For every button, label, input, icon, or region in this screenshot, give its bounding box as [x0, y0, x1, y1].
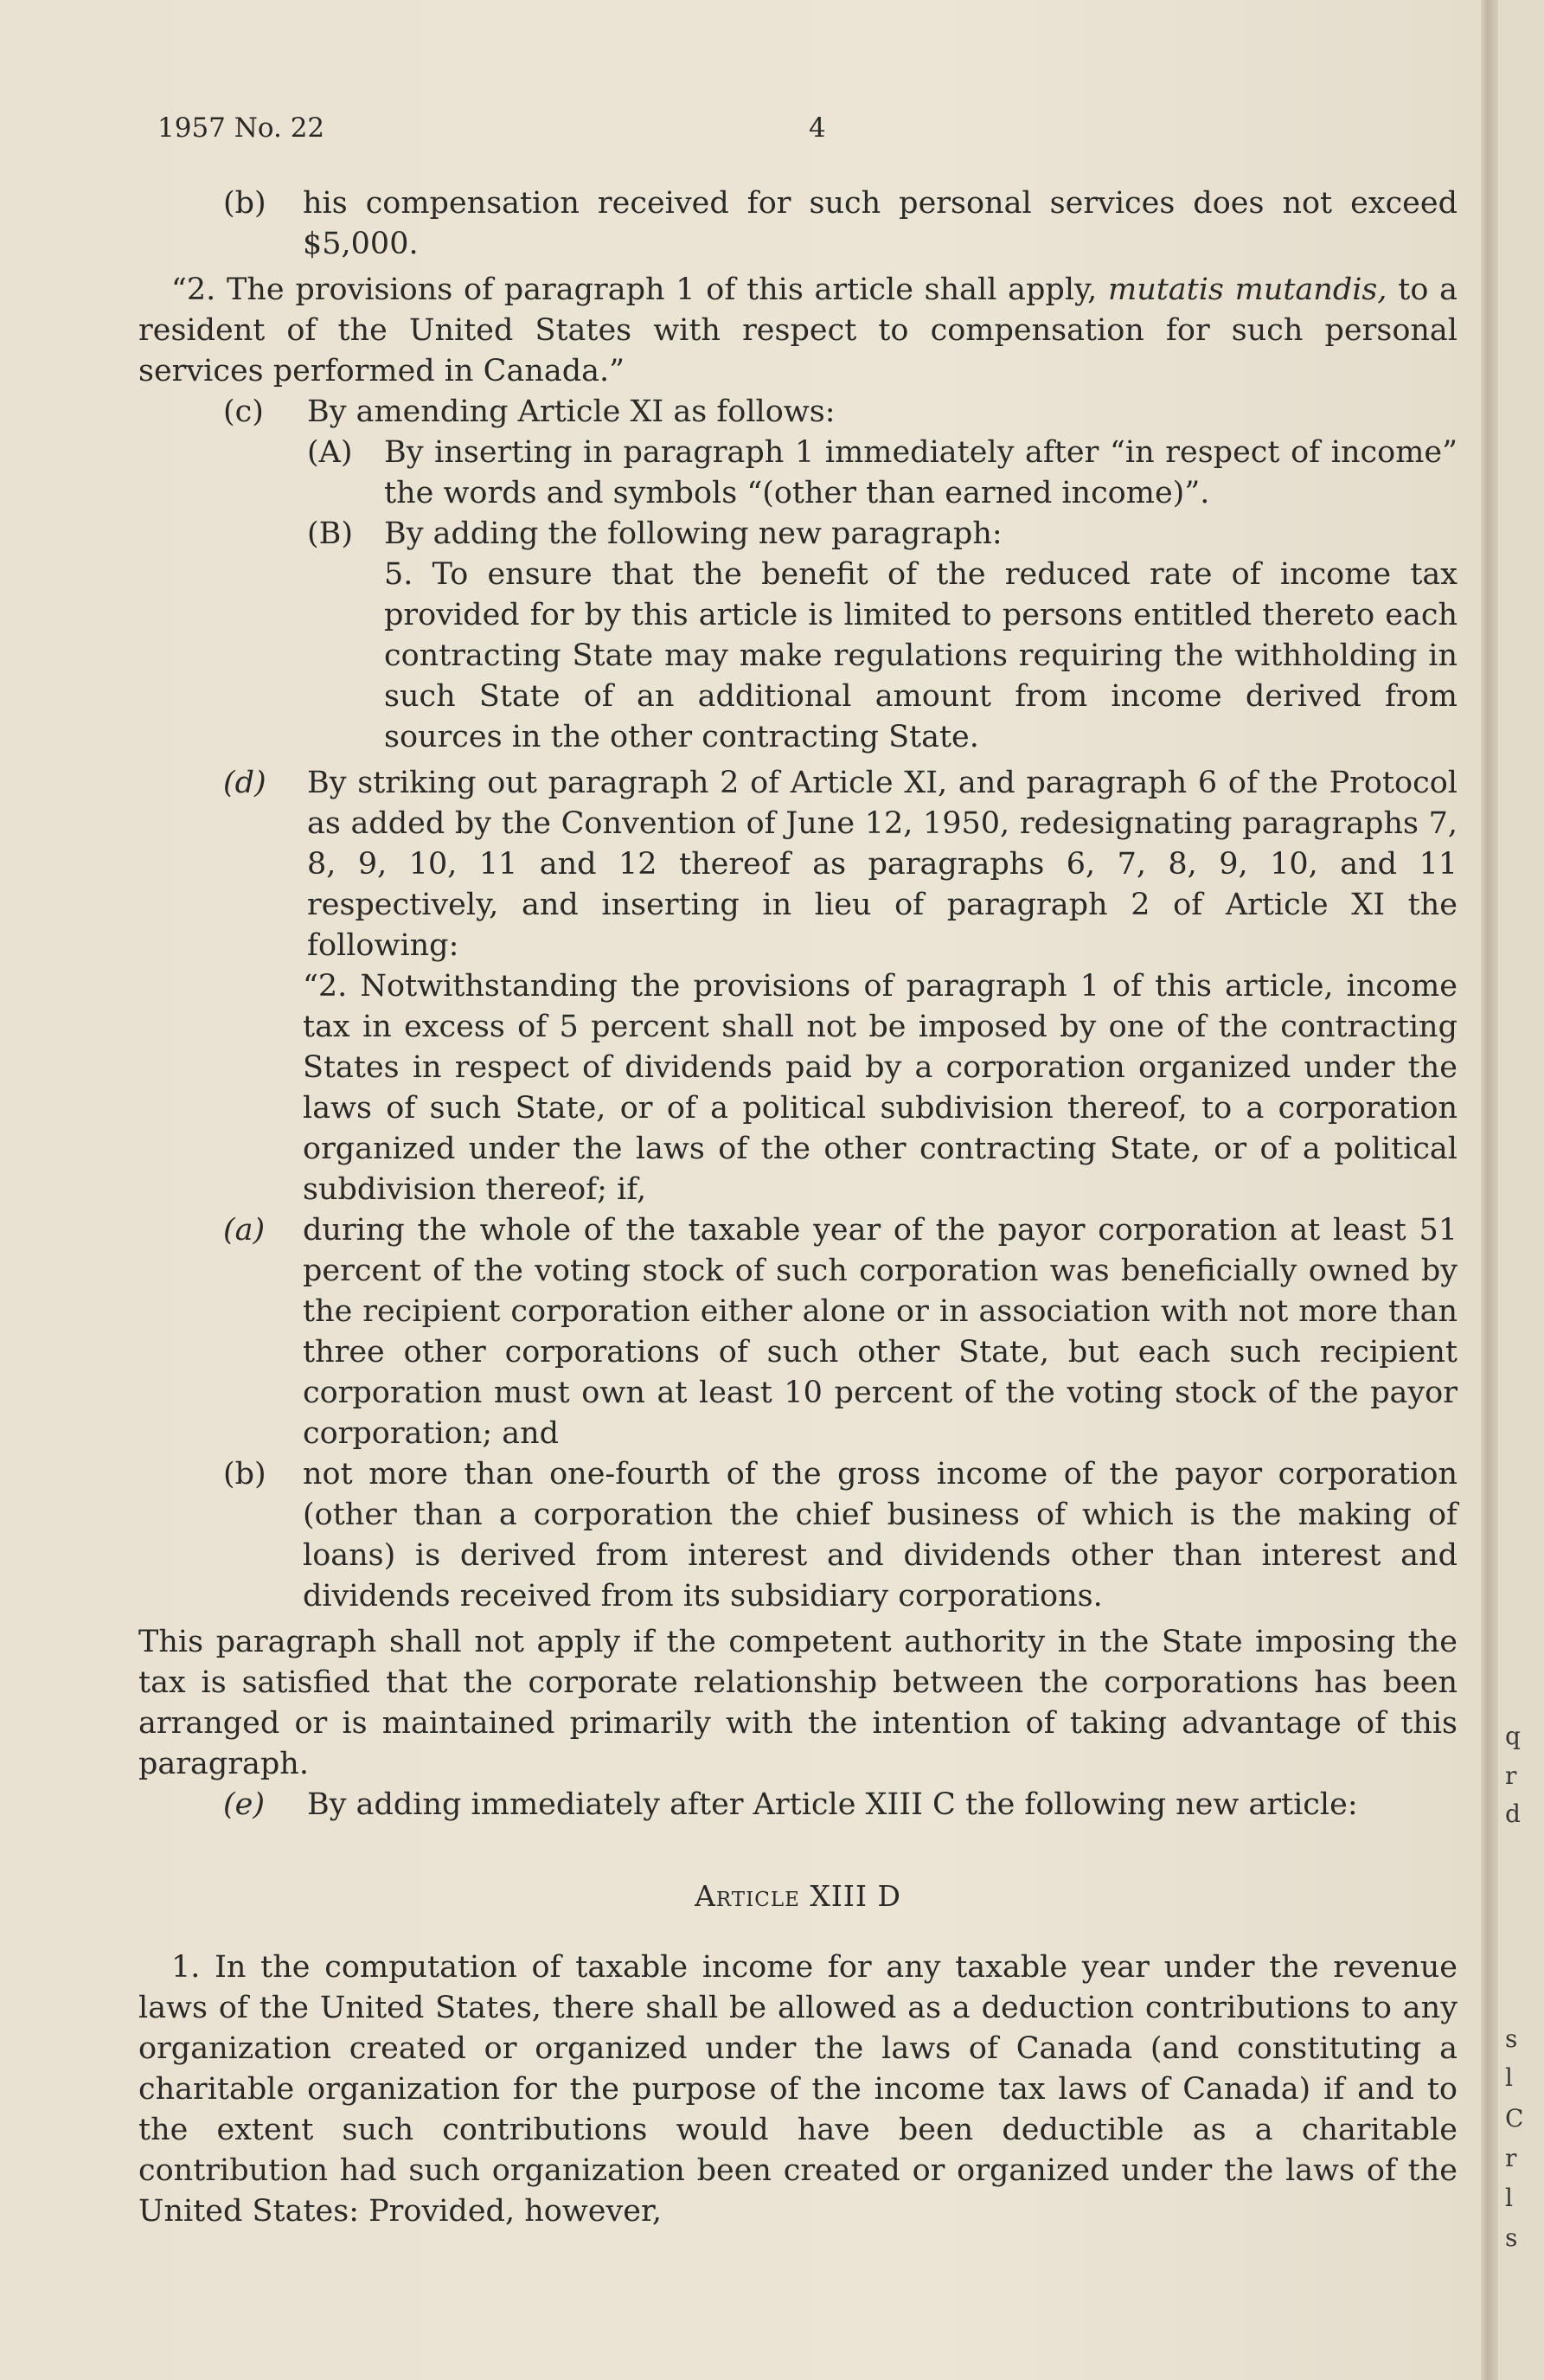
clause-text: By adding the following new paragraph:: [384, 516, 1003, 551]
clause-b-income: [138, 1454, 1458, 1617]
adjacent-letter: s: [1505, 2024, 1518, 2053]
document-body: [138, 183, 1458, 2232]
clause-c: [138, 392, 1458, 433]
adjacent-letter: r: [1505, 1761, 1517, 1790]
new-paragraph-5: 5. To ensure that the benefit of the reduced rate of income tax provided for by this article is limited to persons entitled thereto each contracting State may make regulations requiring the withholding in such State of an additional amount from income derived from sources in the other contracting State.: [384, 557, 1458, 754]
clause-label: (e): [223, 1787, 266, 1822]
clause-e: [138, 1785, 1458, 1825]
adjacent-letter: r: [1505, 2144, 1517, 2172]
clause-label: (B): [307, 516, 354, 551]
clause-text: By inserting in paragraph 1 immediately after “in respect of income” the words and symbols “(other than earned income)”.: [384, 435, 1458, 510]
clause-label: (b): [223, 1457, 266, 1492]
clause-label: (A): [307, 435, 353, 470]
clause-text: By adding immediately after Article XIII C the following new article:: [307, 1787, 1358, 1822]
clause-label: (c): [223, 395, 264, 429]
clause-text: By striking out paragraph 2 of Article XI, and paragraph 6 of the Protocol as added by the Convention of June 12, 1950, redesignating paragraphs 7, 8, 9, 10, 11 and 12 thereof as paragraphs 6, 7, 8, 9, 10, and 11 respectively, and inserting in lieu of paragraph 2 of Article XI the following:: [307, 766, 1458, 963]
clause-b-compensation: [138, 183, 1458, 265]
clause-text: By amending Article XI as follows:: [307, 395, 836, 429]
adjacent-letter: C: [1505, 2104, 1524, 2133]
paragraph-2-quote: [138, 270, 1458, 392]
clause-text: not more than one-fourth of the gross income of the payor corporation (other than a corporation the chief business of which is the making of loans) is derived from interest and dividends other than interest and dividends received from its subsidiary corporations.: [303, 1457, 1458, 1613]
clause-label: (d): [223, 766, 266, 800]
adjacent-letter: l: [1505, 2184, 1513, 2212]
subclause-A: [138, 433, 1458, 514]
page-number: 4: [809, 112, 826, 144]
adjacent-letter: s: [1505, 2223, 1518, 2252]
clause-text: during the whole of the taxable year of the payor corporation at least 51 percent of the voting stock of such corporation was beneficially owned by the recipient corporation either alone or in association with not more than three other corporations of such other State, but each such recipient corporation must own at least 10 percent of the voting stock of the payor corporation; and: [303, 1213, 1458, 1451]
book-spine: [1481, 0, 1498, 2380]
clause-text: his compensation received for such personal services does not exceed $5,000.: [303, 186, 1458, 261]
adjacent-page-edge: [1498, 0, 1544, 2380]
clause-a: [138, 1210, 1458, 1454]
adjacent-letter: q: [1505, 1722, 1521, 1750]
clause-label: (a): [223, 1213, 266, 1248]
subclause-B: [138, 514, 1458, 555]
document-header: 1957 No. 22: [157, 112, 325, 144]
this-paragraph-note: This paragraph shall not apply if the competent authority in the State imposing the tax is satisfied that the corporate relationship between the corporations has been arranged or is maintained primarily with the intention of taking advantage of this paragraph.: [138, 1625, 1458, 1781]
paragraph-text: to a resident of the United States with respect to compensation for such personal services performed in Canada.”: [138, 273, 1458, 388]
clause-label: (b): [223, 186, 266, 221]
adjacent-letter: d: [1505, 1799, 1521, 1828]
italic-term: mutatis mutandis,: [1108, 273, 1387, 307]
article-heading: Article XIII D: [695, 1879, 901, 1913]
paragraph-text: “2. The provisions of paragraph 1 of this article shall apply,: [171, 273, 1109, 307]
clause-d: [138, 763, 1458, 966]
clause-d-quote: “2. Notwithstanding the provisions of paragraph 1 of this article, income tax in excess of 5 percent shall not be imposed by one of the contracting States in respect of dividends paid by a corporation organized under the laws of such State, or of a political subdivision thereof, to a corporation organized under the laws of the other contracting State, or of a political subdivision thereof; if,: [303, 969, 1458, 1207]
article-paragraph-1: 1. In the computation of taxable income for any taxable year under the revenue laws of the United States, there shall be allowed as a deduction contributions to any organization created or organized under the laws of Canada (and constituting a charitable organization for the purpose of the income tax laws of Canada) if and to the extent such contributions would have been deductible as a charitable contribution had such organization been created or organized under the laws of the United States: Provided, however,: [138, 1950, 1458, 2229]
adjacent-letter: l: [1505, 2063, 1513, 2092]
